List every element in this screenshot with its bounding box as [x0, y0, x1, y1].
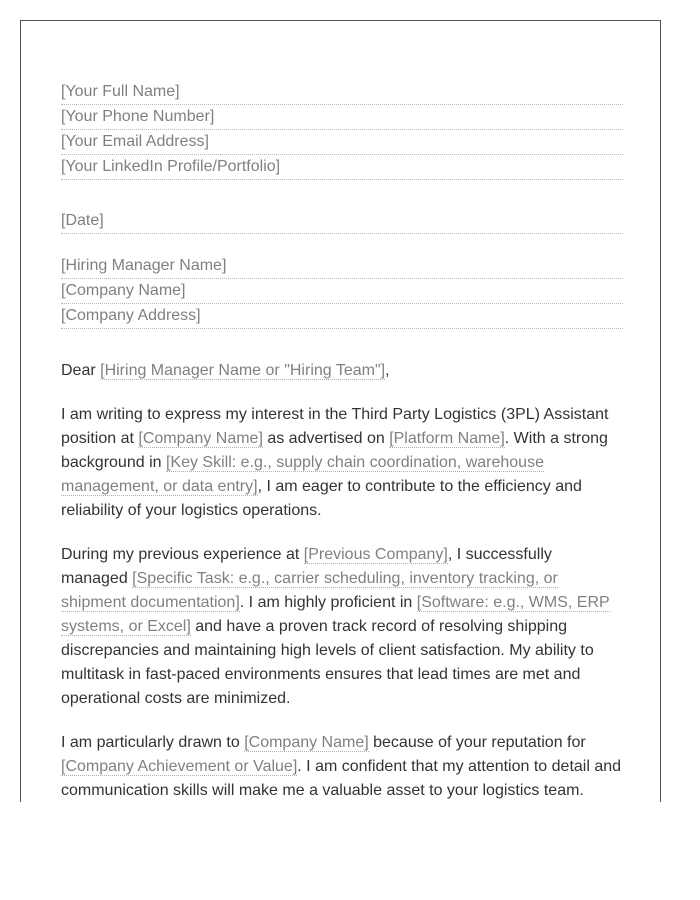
paragraph-text: , I am eager to contribute to the efficiency and reliability of your logistics operations. — [61, 478, 582, 519]
letter-content — [61, 80, 623, 802]
paragraph-text: because of your reputation for — [368, 734, 586, 751]
key-skill-placeholder[interactable]: [Key Skill: e.g., supply chain coordination, warehouse management, or data entry] — [61, 454, 544, 495]
paragraph-text: . I am highly proficient in — [239, 594, 417, 611]
salutation-name-placeholder[interactable]: [Hiring Manager Name or "Hiring Team"] — [100, 362, 386, 379]
sender-full-name-field[interactable]: [Your Full Name] — [61, 80, 623, 105]
letter-page — [20, 20, 661, 802]
company-name-placeholder[interactable]: [Company Name] — [138, 430, 263, 447]
salutation-suffix: , — [385, 362, 390, 379]
company-name-field[interactable]: [Company Name] — [61, 279, 623, 304]
paragraph-text: . With a strong background in — [61, 430, 608, 471]
paragraph-text: as advertised on — [262, 430, 390, 447]
paragraph-motivation — [61, 731, 623, 802]
company-achievement-placeholder[interactable]: [Company Achievement or Value] — [61, 758, 298, 775]
previous-company-placeholder[interactable]: [Previous Company] — [303, 546, 448, 563]
salutation — [61, 359, 623, 383]
paragraph-text: , I successfully managed — [61, 546, 552, 587]
company-name-placeholder[interactable]: [Company Name] — [244, 734, 369, 751]
recipient-block — [61, 254, 623, 329]
sender-phone-field[interactable]: [Your Phone Number] — [61, 105, 623, 130]
hiring-manager-field[interactable]: [Hiring Manager Name] — [61, 254, 623, 279]
company-address-field[interactable]: [Company Address] — [61, 304, 623, 329]
paragraph-text: I am particularly drawn to — [61, 734, 245, 751]
salutation-prefix: Dear — [61, 362, 101, 379]
software-placeholder[interactable]: [Software: e.g., WMS, ERP systems, or Excel] — [61, 594, 610, 635]
paragraph-text: During my previous experience at — [61, 546, 304, 563]
sender-block — [61, 80, 623, 180]
date-field[interactable]: [Date] — [61, 209, 623, 234]
paragraph-text: I am writing to express my interest in the Third Party Logistics (3PL) Assistant position at — [61, 406, 609, 447]
platform-name-placeholder[interactable]: [Platform Name] — [389, 430, 505, 447]
paragraph-experience — [61, 543, 623, 711]
paragraph-intro — [61, 403, 623, 523]
sender-linkedin-field[interactable]: [Your LinkedIn Profile/Portfolio] — [61, 155, 623, 180]
paragraph-text: and have a proven track record of resolving shipping discrepancies and maintaining high levels of client satisfaction. My ability to multitask in fast-paced environments ensures that lead times are met and operational costs are minimized. — [61, 618, 594, 707]
sender-email-field[interactable]: [Your Email Address] — [61, 130, 623, 155]
date-block — [61, 209, 623, 234]
specific-task-placeholder[interactable]: [Specific Task: e.g., carrier scheduling, inventory tracking, or shipment documentation] — [61, 570, 558, 611]
paragraph-text: . I am confident that my attention to detail and communication skills will make me a valuable asset to your logistics team. — [61, 758, 622, 799]
